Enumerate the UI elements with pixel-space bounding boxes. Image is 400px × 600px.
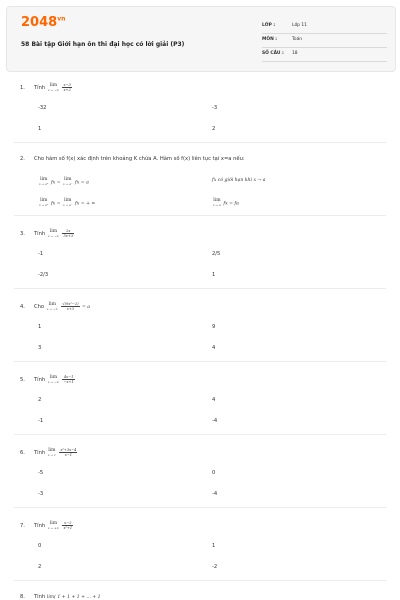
answer-option[interactable]: lim x → a⁺ fx = lim x → a⁻ fx = + ∞ [39,198,96,207]
meta-row-class [262,20,387,34]
question-stem: 3. Tính lim x → −∞ $\frac{2x}{5x+3}$ [20,228,74,238]
question-formula: lim x → +∞ $\frac{x-2}{\text{x²+1}}$ [47,520,73,530]
answer-option[interactable]: 0 [212,470,216,476]
question-stem: 4. Cho lim x → −∞ $\frac{\text{√(9x²−2)}}{x+3}$ = a [20,301,91,311]
question-stem: 8. Tính lim( 1 + 1 + 1 + ... + 1 [20,594,101,600]
question-item [0,362,400,435]
question-formula: lim x → −∞ $\frac{\text{√(9x²−2)}}{x+3}$ = a [46,301,91,311]
question-formula: lim x → −∞ $\frac{x-3}{x+2}$ [47,82,71,92]
answer-option[interactable]: 2 [212,126,216,132]
answer-option[interactable]: lim x → a⁺ fx = lim x → a⁻ fx = a [39,177,89,186]
answer-option[interactable]: 4 [212,397,216,403]
question-item [0,143,400,216]
answer-option[interactable]: 1 [38,126,42,132]
answer-option[interactable]: 2 [38,397,42,403]
question-list [0,70,400,600]
question-stem: 6. Tính lim x → 1 $\frac{\text{x²+3x−4}}{x-1}$ [20,447,77,457]
meta-label: SỐ CÂU : [262,51,284,56]
answer-option[interactable]: -5 [38,470,44,476]
meta-value: 18 [292,51,298,56]
answer-option[interactable]: -1 [38,251,44,257]
meta-row-count [262,48,387,62]
question-stem: 5. Tính lim x → −∞ $\frac{4x-1}{-x+1}$ [20,374,74,384]
answer-option[interactable]: -2/3 [38,272,49,278]
site-logo[interactable]: $2048^{vn}$ [21,15,66,30]
answer-option[interactable]: -3 [38,491,44,497]
meta-label: LỚP : [262,23,276,28]
answer-option[interactable]: fx có giới hạn khi x → a [212,178,266,183]
answer-option[interactable]: 3 [38,345,42,351]
question-item [0,70,400,143]
answer-option[interactable]: 4 [212,345,216,351]
document-meta [262,20,387,62]
answer-option[interactable]: 9 [212,324,216,330]
document-header [6,6,396,72]
question-formula: lim x → −∞ $\frac{2x}{5x+3}$ [47,228,74,238]
meta-row-subject [262,34,387,48]
answer-option[interactable]: 0 [38,543,42,549]
answer-option[interactable]: -3 [212,105,218,111]
question-stem: 2. Cho hàm số f(x) xác định trên khoảng K chứa A. Hàm số f(x) liên tục tại x=a nếu: [20,156,245,162]
question-item [0,508,400,581]
question-stem: 1. Tính lim x → −∞ $\frac{x-3}{x+2}$ [20,82,71,92]
document-title: 58 Bài tập Giới hạn ôn thi đại học có lời giải (P3) [21,41,185,48]
question-stem: 7. Tính lim x → +∞ $\frac{x-2}{\text{x²+1}}$ [20,520,73,530]
question-formula: lim x → −∞ $\frac{4x-1}{-x+1}$ [47,374,74,384]
answer-option[interactable]: -1 [38,418,44,424]
answer-option[interactable]: 2/5 [212,251,221,257]
question-item [0,216,400,289]
question-formula: lim( 1 + 1 + 1 + ... + 1 [46,595,101,600]
answer-option[interactable]: -4 [212,491,218,497]
question-item [0,435,400,508]
answer-option[interactable]: 1 [38,324,42,330]
question-item [0,289,400,362]
answer-option[interactable]: 1 [212,543,216,549]
answer-option[interactable]: -2 [212,564,218,570]
answer-option[interactable]: 2 [38,564,42,570]
meta-label: MÔN : [262,37,278,42]
meta-value: Lớp 11 [292,23,307,28]
question-formula: lim x → 1 $\frac{\text{x²+3x−4}}{x-1}$ [47,447,77,457]
answer-option[interactable]: -4 [212,418,218,424]
question-item [0,581,400,600]
answer-option[interactable]: lim x → a fx = fa [213,198,239,207]
answer-option[interactable]: -32 [38,105,47,111]
meta-value: Toán [292,37,303,42]
answer-option[interactable]: 1 [212,272,216,278]
